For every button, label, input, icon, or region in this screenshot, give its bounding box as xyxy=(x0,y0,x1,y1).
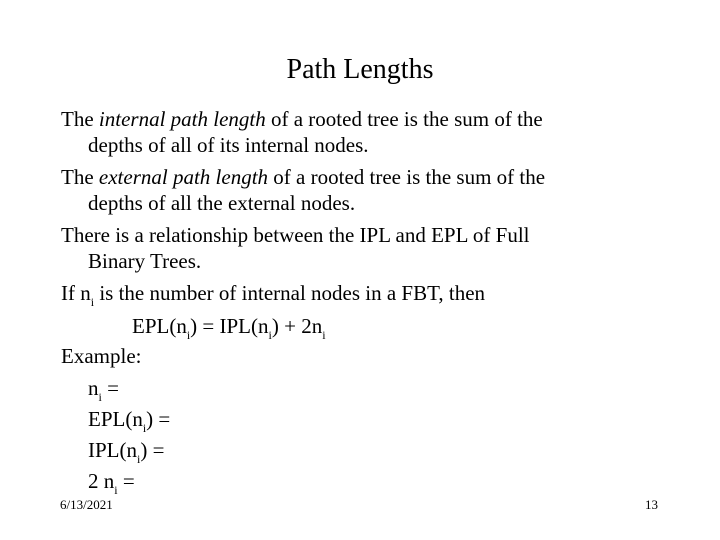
text: ) = xyxy=(140,438,165,462)
text: The xyxy=(61,165,99,189)
subscript: i xyxy=(142,421,147,436)
subscript: i xyxy=(268,328,272,343)
subscript: i xyxy=(98,390,102,405)
text: 2 n xyxy=(88,469,115,493)
example-label: Example: xyxy=(61,344,142,368)
example-epl xyxy=(88,406,171,436)
slide-title: Path Lengths xyxy=(286,54,434,85)
paragraph-relationship-line2: Binary Trees. xyxy=(88,249,202,273)
example-ni xyxy=(88,375,119,405)
text: n xyxy=(88,376,99,400)
text: = xyxy=(117,469,135,493)
text: EPL(n xyxy=(88,407,143,431)
text: ) = xyxy=(146,407,171,431)
paragraph-ipl-line2: depths of all of its internal nodes. xyxy=(88,133,369,157)
subscript: i xyxy=(137,452,141,467)
subscript: i xyxy=(186,328,191,343)
text: IPL(n xyxy=(88,438,137,462)
text: ) + 2n xyxy=(271,314,323,338)
text: If n xyxy=(61,281,91,305)
text: = xyxy=(101,376,119,400)
paragraph-ipl-line1 xyxy=(61,106,543,132)
paragraph-epl-line2: depths of all the external nodes. xyxy=(88,191,356,215)
text: of a rooted tree is the sum of the xyxy=(265,107,543,131)
footer-date: 6/13/2021 xyxy=(60,497,113,512)
slide-number: 13 xyxy=(645,497,658,512)
formula-epl-ipl xyxy=(132,313,326,343)
text: The xyxy=(61,107,99,131)
example-two-ni xyxy=(88,468,135,498)
subscript: i xyxy=(322,328,326,343)
term-external-path-length: external path length xyxy=(98,165,269,189)
subscript: i xyxy=(114,483,118,498)
subscript: i xyxy=(90,295,95,310)
text: ) = IPL(n xyxy=(190,314,269,338)
paragraph-relationship-line1: There is a relationship between the IPL and EPL of Full xyxy=(61,223,530,247)
paragraph-epl-line1 xyxy=(61,164,545,190)
paragraph-condition xyxy=(61,280,486,310)
term-internal-path-length: internal path length xyxy=(98,107,266,131)
text: EPL(n xyxy=(132,314,187,338)
example-ipl xyxy=(88,437,165,467)
text: of a rooted tree is the sum of the xyxy=(268,165,546,189)
text: is the number of internal nodes in a FBT, then xyxy=(94,281,486,305)
